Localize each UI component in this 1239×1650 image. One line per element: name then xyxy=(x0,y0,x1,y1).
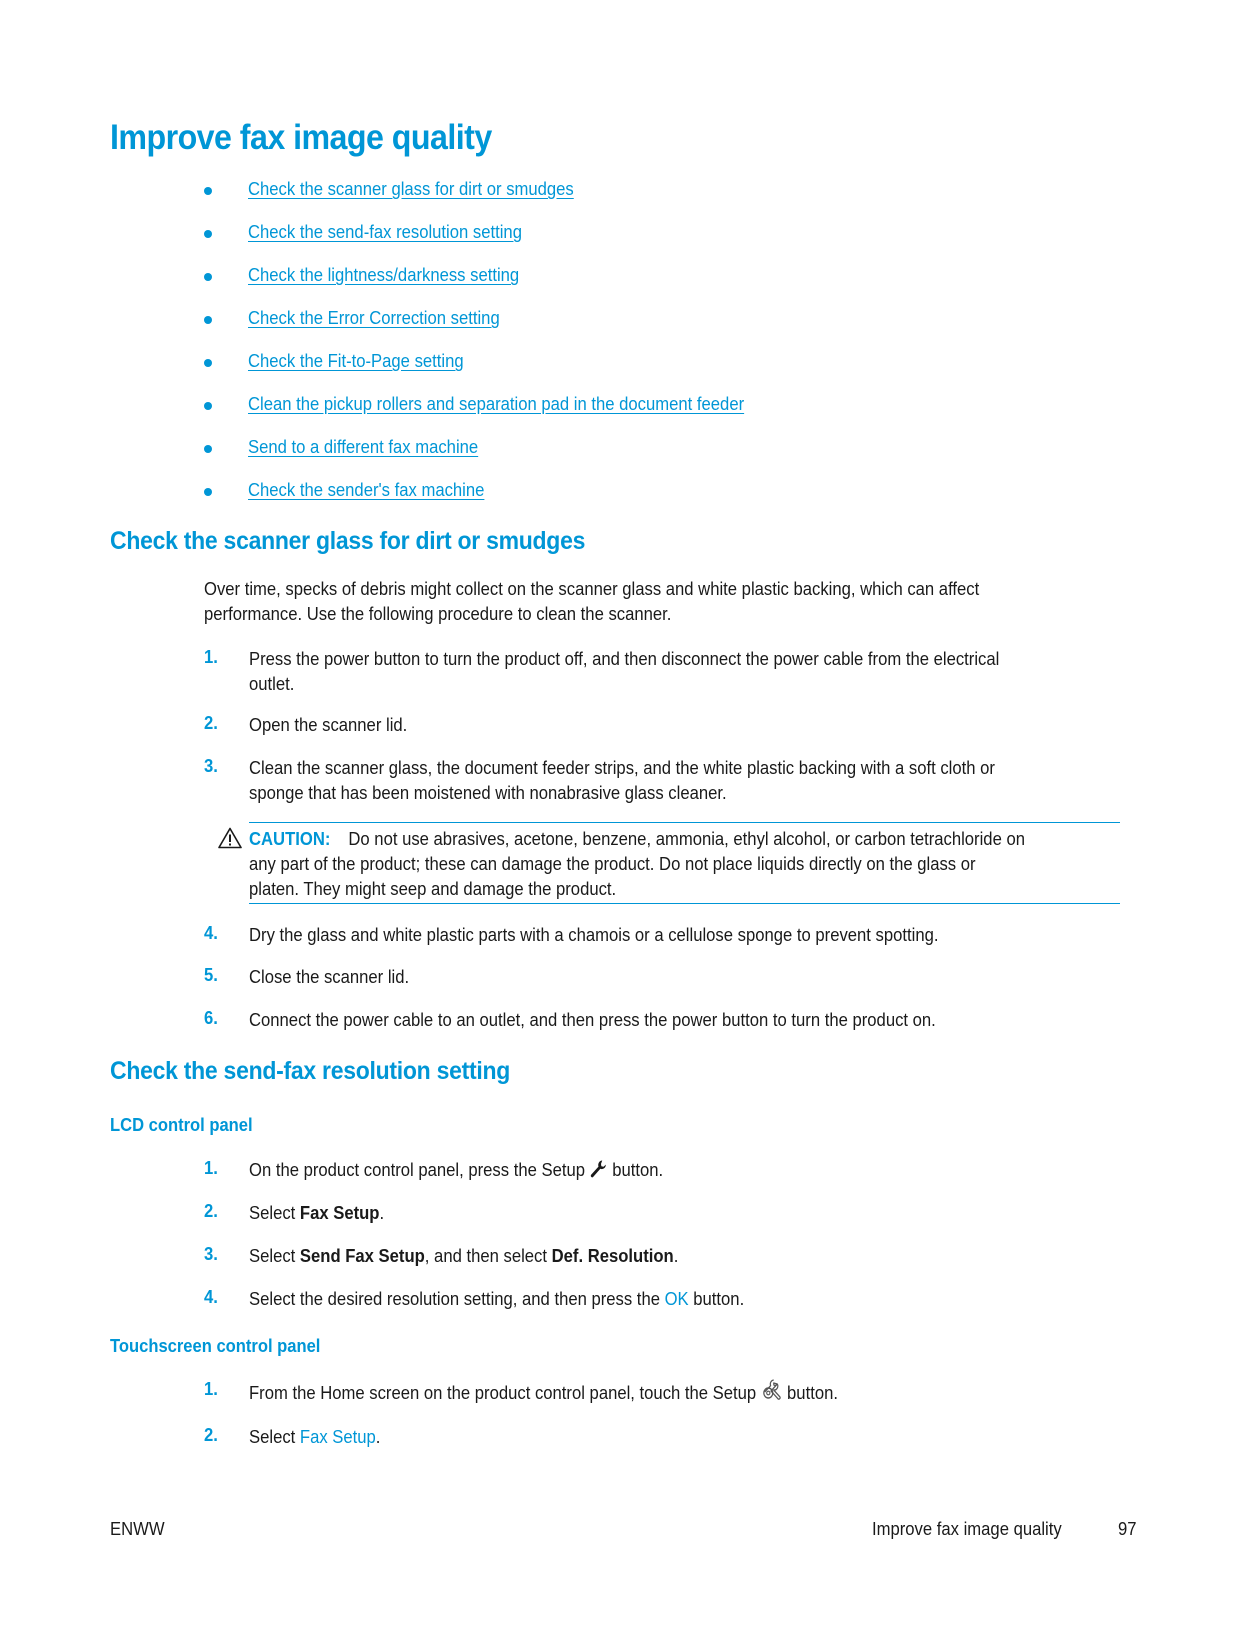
bullet-icon xyxy=(204,402,212,410)
intro-line: performance. Use the following procedure to clean the scanner. xyxy=(204,603,672,624)
caution-line: any part of the product; these can damage the product. Do not place liquids directly on the glass or xyxy=(249,853,976,874)
toc-link-clean-pickup-rollers[interactable]: Clean the pickup rollers and separation pad in the document feeder xyxy=(248,393,745,414)
caution-label: CAUTION: xyxy=(249,828,331,849)
step-text: Close the scanner lid. xyxy=(249,966,410,987)
step-number: 4. xyxy=(204,1286,218,1307)
bullet-icon xyxy=(204,359,212,367)
subheading-touchscreen-control-panel: Touchscreen control panel xyxy=(110,1336,321,1356)
caution-top-rule xyxy=(249,822,1120,823)
step-number: 5. xyxy=(204,964,218,985)
step-text-part: . xyxy=(673,1245,679,1266)
intro-line: Over time, specks of debris might collect on the scanner glass and white plastic backing, which can affect xyxy=(204,578,980,599)
step-number: 3. xyxy=(204,1243,218,1264)
step-text xyxy=(249,1424,380,1449)
subheading-lcd-control-panel: LCD control panel xyxy=(110,1115,253,1135)
step-line: outlet. xyxy=(249,673,295,694)
step-number: 1. xyxy=(204,1378,218,1399)
toc-link-send-fax-resolution[interactable]: Check the send-fax resolution setting xyxy=(248,221,522,242)
step-text: Connect the power cable to an outlet, and then press the power button to turn the product on. xyxy=(249,1009,936,1030)
toc-link-error-correction[interactable]: Check the Error Correction setting xyxy=(248,307,500,328)
toc-link-lightness-darkness[interactable]: Check the lightness/darkness setting xyxy=(248,264,520,285)
step-text-part: button. xyxy=(688,1288,745,1309)
ok-button-label: OK xyxy=(664,1288,689,1309)
bullet-icon xyxy=(204,230,212,238)
caution-line: platen. They might seep and damage the product. xyxy=(249,878,617,899)
step-text xyxy=(249,1200,384,1225)
section-heading-scanner-glass: Check the scanner glass for dirt or smudges xyxy=(110,527,586,555)
step-text-part: . xyxy=(379,1202,385,1223)
step-number: 1. xyxy=(204,646,218,667)
step-number: 3. xyxy=(204,755,218,776)
menu-item-def-resolution: Def. Resolution xyxy=(551,1245,674,1266)
step-text: Open the scanner lid. xyxy=(249,714,408,735)
step-text: Dry the glass and white plastic parts with a chamois or a cellulose sponge to prevent spotting. xyxy=(249,924,939,945)
step-line: sponge that has been moistened with nonabrasive glass cleaner. xyxy=(249,782,727,803)
section-intro xyxy=(204,576,979,626)
step-text-part: On the product control panel, press the Setup xyxy=(249,1159,585,1180)
step-text xyxy=(249,1243,678,1268)
step-text xyxy=(249,755,995,805)
caution-line: Do not use abrasives, acetone, benzene, ammonia, ethyl alcohol, or carbon tetrachloride on xyxy=(348,828,1025,849)
bullet-icon xyxy=(204,488,212,496)
step-number: 6. xyxy=(204,1007,218,1028)
step-text-part: From the Home screen on the product control panel, touch the Setup xyxy=(249,1382,757,1403)
step-line: Press the power button to turn the product off, and then disconnect the power cable from the electrical xyxy=(249,648,1000,669)
menu-item-send-fax-setup: Send Fax Setup xyxy=(299,1245,425,1266)
step-text-part: button. xyxy=(787,1382,838,1403)
toc-link-fit-to-page[interactable]: Check the Fit-to-Page setting xyxy=(248,350,464,371)
step-number: 2. xyxy=(204,1200,218,1221)
step-text xyxy=(249,1157,663,1185)
step-text-part: Select xyxy=(249,1202,300,1223)
step-text-part: . xyxy=(375,1426,381,1447)
bullet-icon xyxy=(204,316,212,324)
section-heading-send-fax-resolution: Check the send-fax resolution setting xyxy=(110,1057,511,1085)
bullet-icon xyxy=(204,445,212,453)
step-text-part: Select xyxy=(249,1245,300,1266)
page-title: Improve fax image quality xyxy=(110,118,492,157)
step-text-part: button. xyxy=(612,1159,664,1180)
step-text xyxy=(249,646,999,696)
menu-item-fax-setup: Fax Setup xyxy=(299,1202,380,1223)
step-line: Clean the scanner glass, the document feeder strips, and the white plastic backing with a soft cloth or xyxy=(249,757,995,778)
step-text xyxy=(249,1378,838,1408)
fax-setup-button-label: Fax Setup xyxy=(299,1426,376,1447)
step-text-part: Select the desired resolution setting, and then press the xyxy=(249,1288,665,1309)
footer-locale: ENWW xyxy=(110,1518,165,1539)
toc-link-senders-fax-machine[interactable]: Check the sender's fax machine xyxy=(248,479,485,500)
step-number: 1. xyxy=(204,1157,218,1178)
step-number: 2. xyxy=(204,712,218,733)
warning-triangle-icon xyxy=(218,827,242,854)
setup-tools-icon xyxy=(761,1378,783,1408)
bullet-icon xyxy=(204,187,212,195)
step-number: 4. xyxy=(204,922,218,943)
footer-section-title: Improve fax image quality xyxy=(872,1518,1062,1539)
caution-text xyxy=(249,826,1025,901)
toc-link-different-fax-machine[interactable]: Send to a different fax machine xyxy=(248,436,479,457)
bullet-icon xyxy=(204,273,212,281)
wrench-icon xyxy=(590,1159,608,1185)
toc-link-scanner-glass[interactable]: Check the scanner glass for dirt or smudges xyxy=(248,178,574,199)
step-text xyxy=(249,1286,744,1311)
step-number: 2. xyxy=(204,1424,218,1445)
footer-page-number: 97 xyxy=(1118,1518,1137,1539)
caution-bottom-rule xyxy=(249,903,1120,904)
step-text-part: Select xyxy=(249,1426,300,1447)
step-text-part: , and then select xyxy=(424,1245,552,1266)
